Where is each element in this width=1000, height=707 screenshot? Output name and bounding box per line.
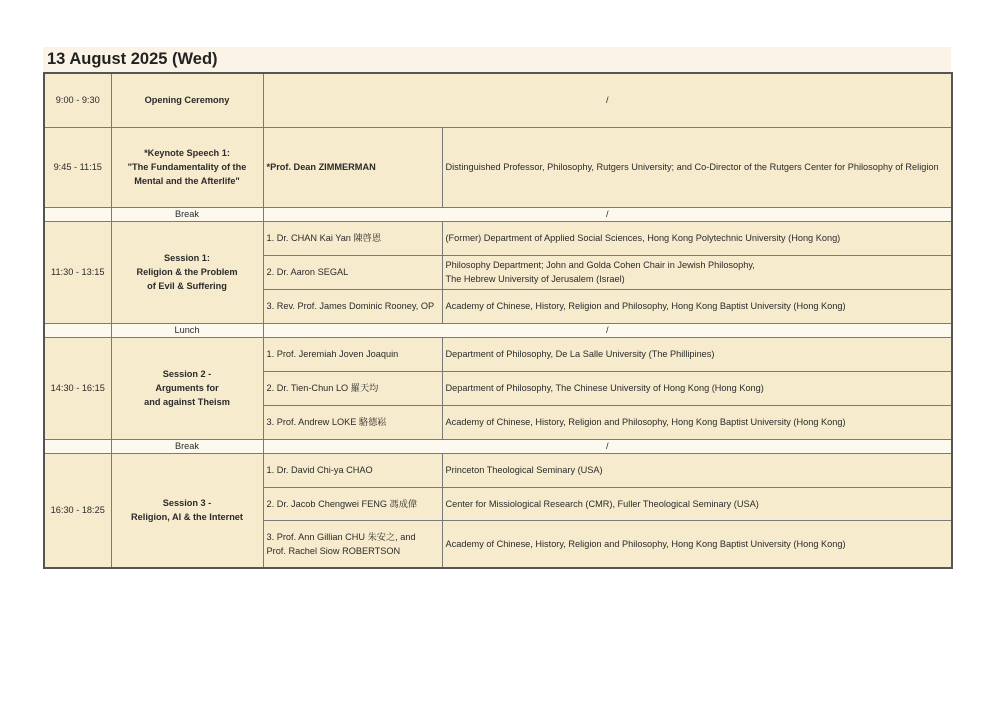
time-cell: 14:30 - 16:15	[44, 337, 111, 439]
break-label: Break	[111, 207, 263, 221]
speaker-name: 1. Dr. CHAN Kai Yan 陳啓恩	[263, 221, 442, 255]
break-row	[44, 207, 952, 221]
speaker-affiliation: Academy of Chinese, History, Religion and Philosophy, Hong Kong Baptist University (Hong Kong)	[442, 405, 952, 439]
speaker-affiliation: (Former) Department of Applied Social Sciences, Hong Kong Polytechnic University (Hong Kong)	[442, 221, 952, 255]
affiliation-line: Philosophy Department; John and Golda Cohen Chair in Jewish Philosophy,	[445, 260, 755, 270]
speaker-affiliation: Center for Missiological Research (CMR), Fuller Theological Seminary (USA)	[442, 487, 952, 520]
date-header-bar	[43, 47, 951, 72]
title-line: Mental and the Afterlife"	[134, 176, 240, 186]
break-row	[44, 323, 952, 337]
speaker-affiliation: Distinguished Professor, Philosophy, Rutgers University; and Co-Director of the Rutgers Center for Philosophy of Religion	[442, 127, 952, 207]
speaker-name: 2. Dr. Tien-Chun LO 羅天均	[263, 371, 442, 405]
time-cell: 11:30 - 13:15	[44, 221, 111, 323]
speaker-affiliation: Princeton Theological Seminary (USA)	[442, 453, 952, 487]
session-title	[111, 221, 263, 323]
table-row	[44, 127, 952, 207]
time-cell: 9:45 - 11:15	[44, 127, 111, 207]
speaker-name: *Prof. Dean ZIMMERMAN	[263, 127, 442, 207]
empty-cell	[44, 207, 111, 221]
speaker-name: 2. Dr. Jacob Chengwei FENG 馮成偉	[263, 487, 442, 520]
title-line: of Evil & Suffering	[147, 281, 227, 291]
speaker-affiliation: Academy of Chinese, History, Religion and Philosophy, Hong Kong Baptist University (Hong Kong)	[442, 520, 952, 568]
title-line: Religion, AI & the Internet	[131, 512, 243, 523]
table-row	[44, 73, 952, 127]
session-title	[111, 337, 263, 439]
speaker-name: 1. Dr. David Chi-ya CHAO	[263, 453, 442, 487]
break-row	[44, 439, 952, 453]
speaker-affiliation: Academy of Chinese, History, Religion and Philosophy, Hong Kong Baptist University (Hong Kong)	[442, 289, 952, 323]
speaker-name-line: Prof. Rachel Siow ROBERTSON	[266, 545, 401, 556]
break-label: Break	[111, 439, 263, 453]
empty-cell	[44, 323, 111, 337]
table-row	[44, 221, 952, 255]
speaker-name	[263, 520, 442, 568]
date-title: 13 August 2025 (Wed)	[47, 50, 218, 68]
session-title	[111, 453, 263, 568]
title-line: "The Fundamentality of the	[127, 162, 247, 172]
speaker-affiliation	[442, 255, 952, 289]
event-title: Opening Ceremony	[111, 73, 263, 127]
title-line: Session 3 -	[162, 498, 212, 509]
time-cell: 9:00 - 9:30	[44, 73, 111, 127]
affiliation-line: The Hebrew University of Jerusalem (Israel)	[445, 274, 625, 284]
placeholder-slash: /	[263, 73, 952, 127]
table-row	[44, 337, 952, 371]
title-line: Session 1:	[164, 253, 210, 263]
placeholder-slash: /	[263, 207, 952, 221]
title-line: Religion & the Problem	[136, 267, 238, 277]
placeholder-slash: /	[263, 439, 952, 453]
title-line: Session 2 -	[162, 369, 212, 379]
placeholder-slash: /	[263, 323, 952, 337]
speaker-name: 1. Prof. Jeremiah Joven Joaquin	[263, 337, 442, 371]
speaker-name: 3. Prof. Andrew LOKE 駱德崧	[263, 405, 442, 439]
speaker-affiliation: Department of Philosophy, The Chinese University of Hong Kong (Hong Kong)	[442, 371, 952, 405]
speaker-name-line: 3. Prof. Ann Gillian CHU 朱安之, and	[266, 531, 416, 542]
event-title	[111, 127, 263, 207]
empty-cell	[44, 439, 111, 453]
schedule-table	[43, 72, 953, 569]
title-line: and against Theism	[144, 397, 230, 407]
title-line: *Keynote Speech 1:	[144, 148, 230, 158]
title-line: Arguments for	[155, 383, 219, 393]
speaker-name: 3. Rev. Prof. James Dominic Rooney, OP	[263, 289, 442, 323]
speaker-affiliation: Department of Philosophy, De La Salle University (The Phillipines)	[442, 337, 952, 371]
time-cell: 16:30 - 18:25	[44, 453, 111, 568]
lunch-label: Lunch	[111, 323, 263, 337]
table-row	[44, 453, 952, 487]
speaker-name: 2. Dr. Aaron SEGAL	[263, 255, 442, 289]
